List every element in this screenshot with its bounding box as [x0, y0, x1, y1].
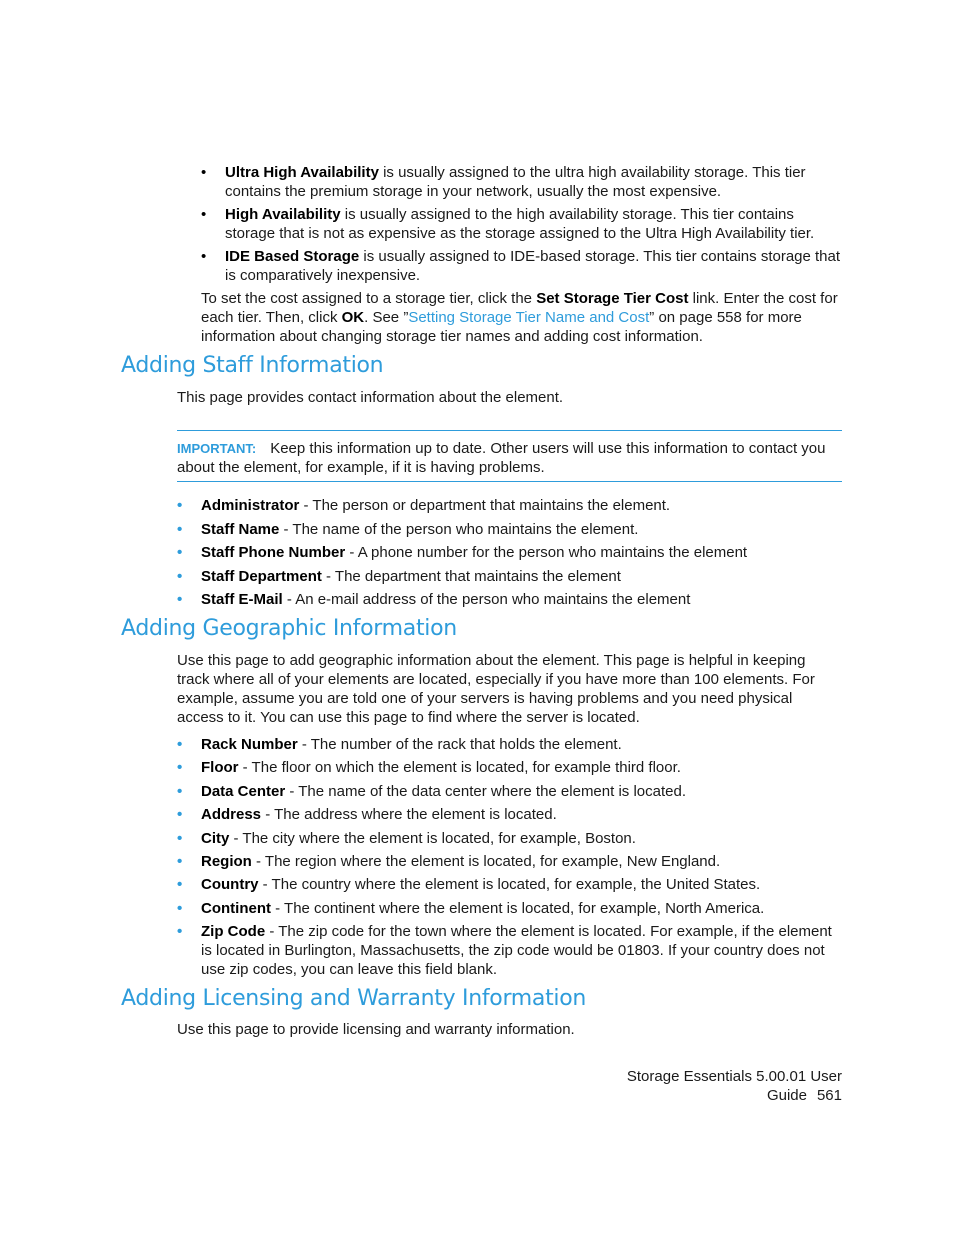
important-note — [177, 430, 842, 482]
item-desc: - The name of the person who maintains the element. — [279, 520, 639, 538]
staff-intro: This page provides contact information about the element. — [177, 389, 564, 406]
item-desc: - An e-mail address of the person who maintains the element — [282, 591, 691, 608]
item-term: Continent — [201, 899, 271, 917]
item-desc: - A phone number for the person who maintains the element — [345, 544, 748, 561]
staff-list — [177, 496, 842, 609]
item-desc: - The department that maintains the element — [321, 567, 621, 585]
list-item — [177, 543, 842, 562]
page-number: 561 — [816, 1087, 842, 1104]
important-text: Keep this information up to date. Other users will use this information to contact you about the element, for example, if it is having problems. — [177, 440, 826, 476]
list-item — [177, 899, 842, 918]
list-item — [177, 875, 842, 894]
bullet-icon: • — [201, 248, 207, 265]
list-item — [177, 852, 842, 871]
bullet-icon: • — [177, 591, 183, 608]
cost-paragraph — [201, 289, 841, 346]
bullet-icon: • — [177, 497, 183, 514]
bullet-icon: • — [177, 806, 183, 824]
bullet-icon: • — [177, 852, 183, 870]
item-term: Floor — [201, 759, 239, 777]
cost-text: . See ” — [364, 309, 409, 326]
bullet-icon: • — [177, 876, 183, 894]
item-desc: - The city where the element is located, for example, Boston. — [229, 829, 636, 847]
item-term: Staff Name — [201, 520, 280, 538]
geo-intro: Use this page to add geographic information about the element. This page is helpful in keeping track where all of your elements are located, especially if you have more than 100 elements. For example, assume you are told one of your servers is having problems and you need physical access to it. You can use this page to find where the server is located. — [177, 652, 815, 726]
tier-desc: is usually assigned to the high availability storage. This tier contains storage that is not as expensive as the storage assigned to the Ultra High Availability tier. — [225, 206, 815, 242]
page-footer — [567, 1067, 842, 1105]
tier-term: Ultra High Availability — [225, 164, 379, 181]
list-item — [177, 590, 842, 609]
list-item — [177, 782, 842, 801]
bullet-icon: • — [201, 164, 207, 181]
bullet-icon: • — [177, 544, 183, 561]
item-term: City — [201, 829, 230, 847]
bullet-icon: • — [177, 923, 183, 941]
list-item — [177, 567, 842, 586]
item-term: Rack Number — [201, 736, 298, 753]
item-desc: - The person or department that maintains the element. — [299, 497, 671, 514]
tier-list — [201, 163, 841, 285]
item-term: Address — [201, 806, 262, 824]
tier-desc: is usually assigned to IDE-based storage. This tier contains storage that is comparatively inexpensive. — [225, 248, 841, 284]
item-term: Region — [201, 852, 252, 870]
item-desc: - The number of the rack that holds the element. — [297, 736, 622, 753]
bullet-icon: • — [177, 829, 183, 847]
tier-desc: is usually assigned to the ultra high availability storage. This tier contains the premium storage in your network, usually the most expensive. — [225, 164, 806, 200]
item-desc: - The floor on which the element is located, for example third floor. — [238, 759, 681, 777]
list-item — [201, 247, 841, 285]
list-item — [177, 496, 842, 515]
list-item — [201, 205, 841, 243]
item-desc: - The country where the element is located, for example, the United States. — [258, 876, 761, 894]
footer-title: Storage Essentials 5.00.01 User Guide — [626, 1068, 842, 1104]
ok-term: OK — [341, 309, 365, 326]
item-desc: - The zip code for the town where the element is located. For example, if the element is located in Burlington, Massachusetts, the zip code would be 01803. If your country does not use zip codes, you can leave this field blank. — [201, 923, 832, 979]
bullet-icon: • — [177, 899, 183, 917]
item-term: Administrator — [201, 497, 300, 514]
item-term: Country — [201, 876, 259, 894]
list-item — [177, 922, 842, 979]
geo-heading: Adding Geographic Information — [121, 616, 457, 641]
licensing-intro: Use this page to provide licensing and warranty information. — [177, 1021, 575, 1038]
list-item — [177, 520, 842, 539]
item-desc: - The name of the data center where the element is located. — [285, 782, 686, 800]
list-item — [177, 829, 842, 848]
item-term: Zip Code — [201, 923, 266, 941]
staff-heading: Adding Staff Information — [121, 353, 384, 378]
item-desc: - The address where the element is located. — [261, 806, 557, 824]
bullet-icon: • — [177, 759, 183, 777]
bullet-icon: • — [201, 206, 207, 223]
item-term: Data Center — [201, 782, 286, 800]
item-desc: - The continent where the element is located, for example, North America. — [270, 899, 765, 917]
cost-text: ” on page 558 for more information about changing storage tier names and adding cost information. — [201, 309, 802, 345]
list-item — [177, 805, 842, 824]
item-term: Staff E-Mail — [201, 591, 283, 608]
list-item — [201, 163, 841, 201]
list-item — [177, 735, 842, 754]
important-label: IMPORTANT: — [177, 441, 257, 456]
bullet-icon: • — [177, 782, 183, 800]
cost-text: To set the cost assigned to a storage tier, click the — [201, 290, 537, 307]
item-desc: - The region where the element is located, for example, New England. — [251, 852, 721, 870]
storage-tier-link[interactable]: Setting Storage Tier Name and Cost — [408, 309, 650, 326]
bullet-icon: • — [177, 736, 183, 753]
item-term: Staff Phone Number — [201, 544, 346, 561]
licensing-heading: Adding Licensing and Warranty Information — [121, 986, 587, 1011]
tier-term: High Availability — [225, 206, 341, 223]
bullet-icon: • — [177, 520, 183, 538]
bullet-icon: • — [177, 567, 183, 585]
list-item — [177, 758, 842, 777]
cost-text: link. Enter the cost for each tier. Then, click — [201, 290, 838, 326]
tier-term: IDE Based Storage — [225, 248, 360, 265]
item-term: Staff Department — [201, 567, 322, 585]
set-storage-tier-cost-term: Set Storage Tier Cost — [536, 290, 689, 307]
important-paragraph — [177, 439, 842, 477]
geo-list — [177, 735, 842, 979]
